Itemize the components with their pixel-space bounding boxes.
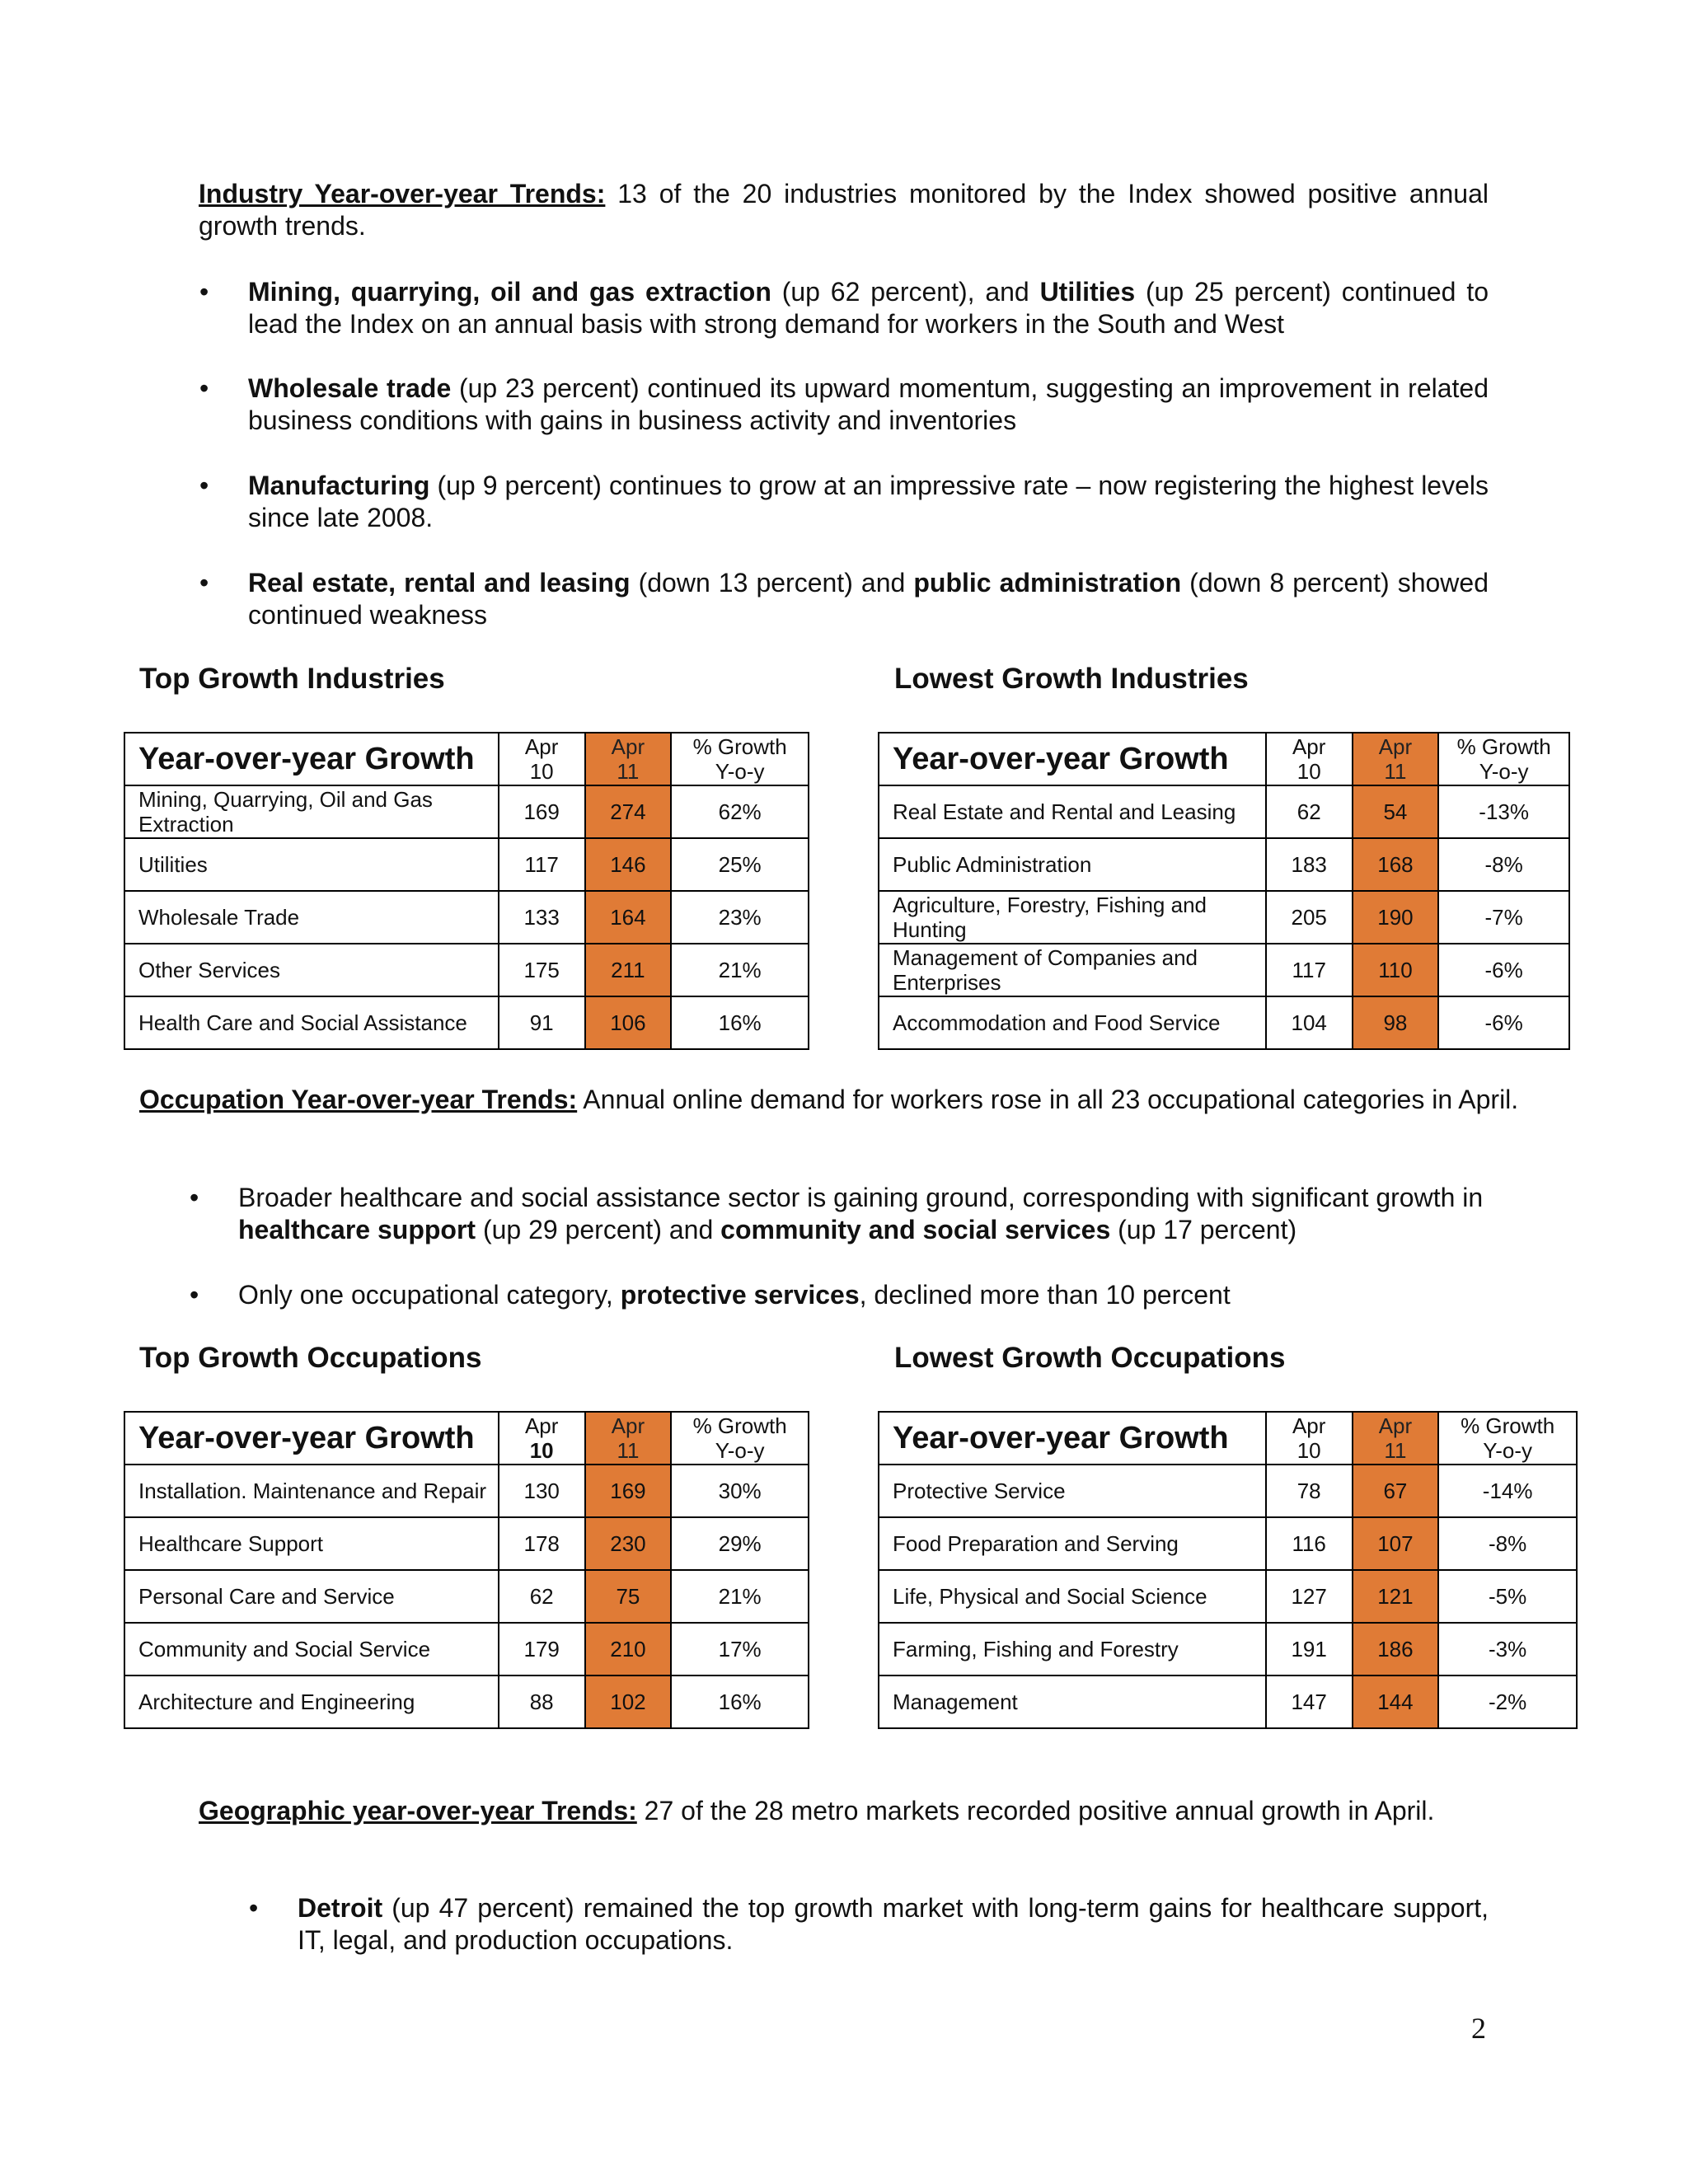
col-growth: % Growth Y-o-y bbox=[1438, 1412, 1577, 1465]
low-occupations-table bbox=[878, 1411, 1578, 1729]
geo-trends-heading: Geographic year-over-year Trends: bbox=[199, 1796, 637, 1825]
page-number: 2 bbox=[1471, 2012, 1486, 2045]
col-apr10: Apr 10 bbox=[1266, 1412, 1353, 1465]
table-row: Agriculture, Forestry, Fishing and Hunting 205 190 -7% bbox=[879, 891, 1569, 944]
industry-bullet-2: Wholesale trade (up 23 percent) continued its upward momentum, suggesting an improvement in related business conditions with gains in business activity and inventories bbox=[248, 373, 1489, 435]
geo-trends-intro: Geographic year-over-year Trends: 27 of the 28 metro markets recorded positive annual growth in April. bbox=[199, 1796, 1435, 1825]
bullet-dot: • bbox=[249, 1893, 259, 1923]
occupation-bullet-1: Broader healthcare and social assistance sector is gaining ground, corresponding with significant growth in healthcare support (up 29 percent) and community and social services (up 17 percent) bbox=[238, 1183, 1484, 1244]
table-row: Other Services 175 211 21% bbox=[124, 944, 809, 996]
table-row: Farming, Fishing and Forestry 191 186 -3% bbox=[879, 1623, 1577, 1675]
low-occupations-title: Lowest Growth Occupations bbox=[894, 1342, 1286, 1374]
industry-bullet-1: Mining, quarrying, oil and gas extraction (up 62 percent), and Utilities (up 25 percent) continued to lead the Index on an annual basis with strong demand for workers in the South and West bbox=[248, 277, 1489, 339]
table-row: Management 147 144 -2% bbox=[879, 1675, 1577, 1728]
col-apr11: Apr 11 bbox=[1353, 1412, 1439, 1465]
table-header-label: Year-over-year Growth bbox=[879, 1412, 1266, 1465]
bullet-dot: • bbox=[199, 373, 209, 403]
low-industries-title: Lowest Growth Industries bbox=[894, 663, 1249, 695]
bullet-dot: • bbox=[199, 568, 209, 598]
table-row: Health Care and Social Assistance 91 106 16% bbox=[124, 996, 809, 1049]
occupation-bullet-2: Only one occupational category, protective services, declined more than 10 percent bbox=[238, 1280, 1231, 1310]
bullet-dot: • bbox=[190, 1183, 199, 1212]
col-apr10: Apr 10 bbox=[1266, 733, 1353, 785]
top-occupations-title: Top Growth Occupations bbox=[139, 1342, 482, 1374]
table-header-label: Year-over-year Growth bbox=[124, 1412, 499, 1465]
table-row: Installation. Maintenance and Repair 130 169 30% bbox=[124, 1465, 809, 1517]
industry-trends-heading: Industry Year-over-year Trends: bbox=[199, 179, 606, 209]
table-row: Utilities 117 146 25% bbox=[124, 838, 809, 891]
col-growth: % Growth Y-o-y bbox=[671, 1412, 809, 1465]
table-row: Healthcare Support 178 230 29% bbox=[124, 1517, 809, 1570]
geo-bullet-1: Detroit (up 47 percent) remained the top growth market with long-term gains for healthcare support, IT, legal, and production occupations. bbox=[298, 1893, 1489, 1955]
table-row: Personal Care and Service 62 75 21% bbox=[124, 1570, 809, 1623]
bullet-dot: • bbox=[199, 277, 209, 307]
table-row: Public Administration 183 168 -8% bbox=[879, 838, 1569, 891]
col-apr11: Apr 11 bbox=[585, 1412, 672, 1465]
col-apr11: Apr 11 bbox=[585, 733, 672, 785]
industry-bullet-3: Manufacturing (up 9 percent) continues to grow at an impressive rate – now registering the highest levels since late 2008. bbox=[248, 471, 1489, 532]
occupation-trends-intro: Occupation Year-over-year Trends: Annual online demand for workers rose in all 23 occupational categories in April. bbox=[139, 1085, 1519, 1114]
table-row: Accommodation and Food Service 104 98 -6% bbox=[879, 996, 1569, 1049]
col-apr10: Apr 10 bbox=[499, 1412, 585, 1465]
table-row: Food Preparation and Serving 116 107 -8% bbox=[879, 1517, 1577, 1570]
col-growth: % Growth Y-o-y bbox=[671, 733, 809, 785]
col-apr10: Apr 10 bbox=[499, 733, 585, 785]
table-row: Management of Companies and Enterprises 117 110 -6% bbox=[879, 944, 1569, 996]
low-industries-table bbox=[878, 732, 1570, 1050]
table-header-label: Year-over-year Growth bbox=[879, 733, 1266, 785]
industry-trends-intro: Industry Year-over-year Trends: 13 of the 20 industries monitored by the Index showed positive annual growth trends. bbox=[199, 179, 1489, 241]
occupation-trends-heading: Occupation Year-over-year Trends: bbox=[139, 1085, 578, 1114]
top-industries-table bbox=[124, 732, 809, 1050]
table-header-label: Year-over-year Growth bbox=[124, 733, 499, 785]
table-row: Real Estate and Rental and Leasing 62 54 -13% bbox=[879, 785, 1569, 838]
bullet-dot: • bbox=[190, 1280, 199, 1310]
table-row: Wholesale Trade 133 164 23% bbox=[124, 891, 809, 944]
table-row: Architecture and Engineering 88 102 16% bbox=[124, 1675, 809, 1728]
bullet-dot: • bbox=[199, 471, 209, 500]
table-row: Life, Physical and Social Science 127 121 -5% bbox=[879, 1570, 1577, 1623]
top-occupations-table bbox=[124, 1411, 809, 1729]
col-apr11: Apr 11 bbox=[1353, 733, 1439, 785]
col-growth: % Growth Y-o-y bbox=[1438, 733, 1569, 785]
industry-bullet-4: Real estate, rental and leasing (down 13 percent) and public administration (down 8 percent) showed continued weakness bbox=[248, 568, 1489, 630]
table-row: Protective Service 78 67 -14% bbox=[879, 1465, 1577, 1517]
table-row: Mining, Quarrying, Oil and Gas Extraction 169 274 62% bbox=[124, 785, 809, 838]
top-industries-title: Top Growth Industries bbox=[139, 663, 445, 695]
table-row: Community and Social Service 179 210 17% bbox=[124, 1623, 809, 1675]
